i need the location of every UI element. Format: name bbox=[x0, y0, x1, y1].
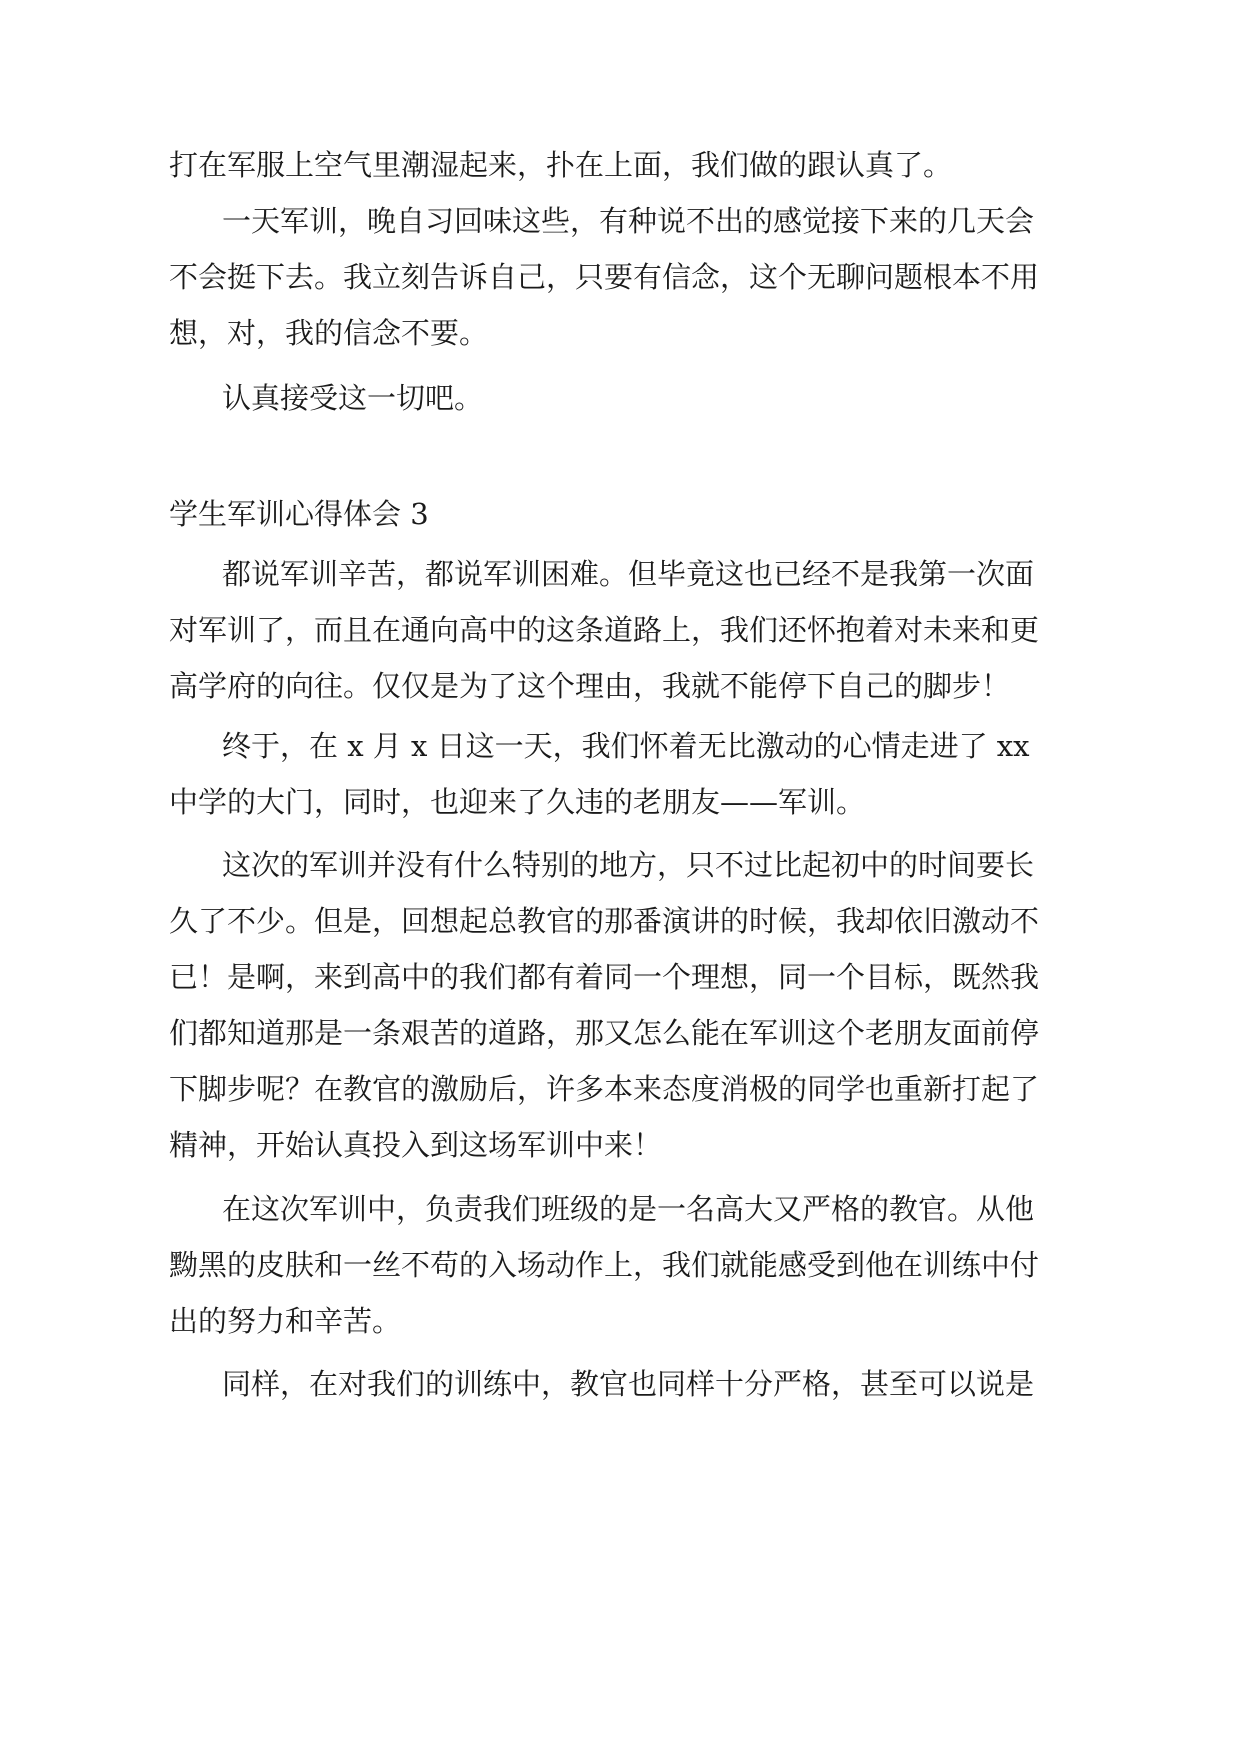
text-line bbox=[222, 1364, 1035, 1404]
line-text: 在这次军训中，负责我们班级的是一名高大又严格的教官。从他 bbox=[222, 1192, 1035, 1226]
line-text: 已！是啊，来到高中的我们都有着同一个理想，同一个目标，既然我 bbox=[169, 960, 1040, 994]
text-line bbox=[222, 201, 1035, 241]
line-text: 们都知道那是一条艰苦的道路，那又怎么能在军训这个老朋友面前停 bbox=[169, 1016, 1040, 1050]
line-text: 打在军服上空气里潮湿起来，扑在上面，我们做的跟认真了。 bbox=[169, 148, 953, 182]
line-text: 这次的军训并没有什么特别的地方，只不过比起初中的时间要长 bbox=[222, 848, 1035, 882]
line-text: 高学府的向往。仅仅是为了这个理由，我就不能停下自己的脚步！ bbox=[169, 669, 1011, 703]
text-line bbox=[222, 378, 483, 418]
line-text: 想，对，我的信念不要。 bbox=[169, 316, 489, 350]
text-line bbox=[169, 782, 865, 822]
line-text: 不会挺下去。我立刻告诉自己，只要有信念，这个无聊问题根本不用 bbox=[169, 260, 1040, 294]
line-text: 出的努力和辛苦。 bbox=[169, 1304, 402, 1338]
line-text: 同样，在对我们的训练中，教官也同样十分严格，甚至可以说是 bbox=[222, 1367, 1035, 1401]
text-line bbox=[169, 313, 488, 353]
text-line bbox=[169, 257, 1040, 297]
text-line bbox=[169, 1069, 1040, 1109]
text-line bbox=[222, 1189, 1035, 1229]
line-text: 对军训了，而且在通向高中的这条道路上，我们还怀抱着对未来和更 bbox=[169, 613, 1040, 647]
text-line bbox=[222, 726, 1030, 766]
text-line bbox=[222, 554, 1035, 594]
line-text: 中学的大门，同时，也迎来了久违的老朋友——军训。 bbox=[169, 785, 866, 819]
section-heading bbox=[169, 494, 429, 534]
text-line bbox=[169, 666, 1010, 706]
line-text: 一天军训，晚自习回味这些，有种说不出的感觉接下来的几天会 bbox=[222, 204, 1035, 238]
line-text: 久了不少。但是，回想起总教官的那番演讲的时候，我却依旧激动不 bbox=[169, 904, 1040, 938]
line-text: 精神，开始认真投入到这场军训中来！ bbox=[169, 1128, 663, 1162]
text-line bbox=[169, 1245, 1040, 1285]
text-line bbox=[169, 1013, 1040, 1053]
text-line bbox=[169, 957, 1040, 997]
text-line bbox=[169, 610, 1040, 650]
text-line bbox=[169, 901, 1040, 941]
heading-text: 学生军训心得体会 3 bbox=[169, 497, 429, 531]
text-line bbox=[169, 1125, 662, 1165]
text-line bbox=[222, 845, 1035, 885]
line-text: 下脚步呢？在教官的激励后，许多本来态度消极的同学也重新打起了 bbox=[169, 1072, 1040, 1106]
line-text: 都说军训辛苦，都说军训困难。但毕竟这也已经不是我第一次面 bbox=[222, 557, 1035, 591]
text-line bbox=[169, 145, 953, 185]
line-text: 终于，在 x 月 x 日这一天，我们怀着无比激动的心情走进了 xx bbox=[222, 729, 1030, 763]
text-line bbox=[169, 1301, 401, 1341]
line-text: 认真接受这一切吧。 bbox=[222, 381, 484, 415]
line-text: 黝黑的皮肤和一丝不苟的入场动作上，我们就能感受到他在训练中付 bbox=[169, 1248, 1040, 1282]
